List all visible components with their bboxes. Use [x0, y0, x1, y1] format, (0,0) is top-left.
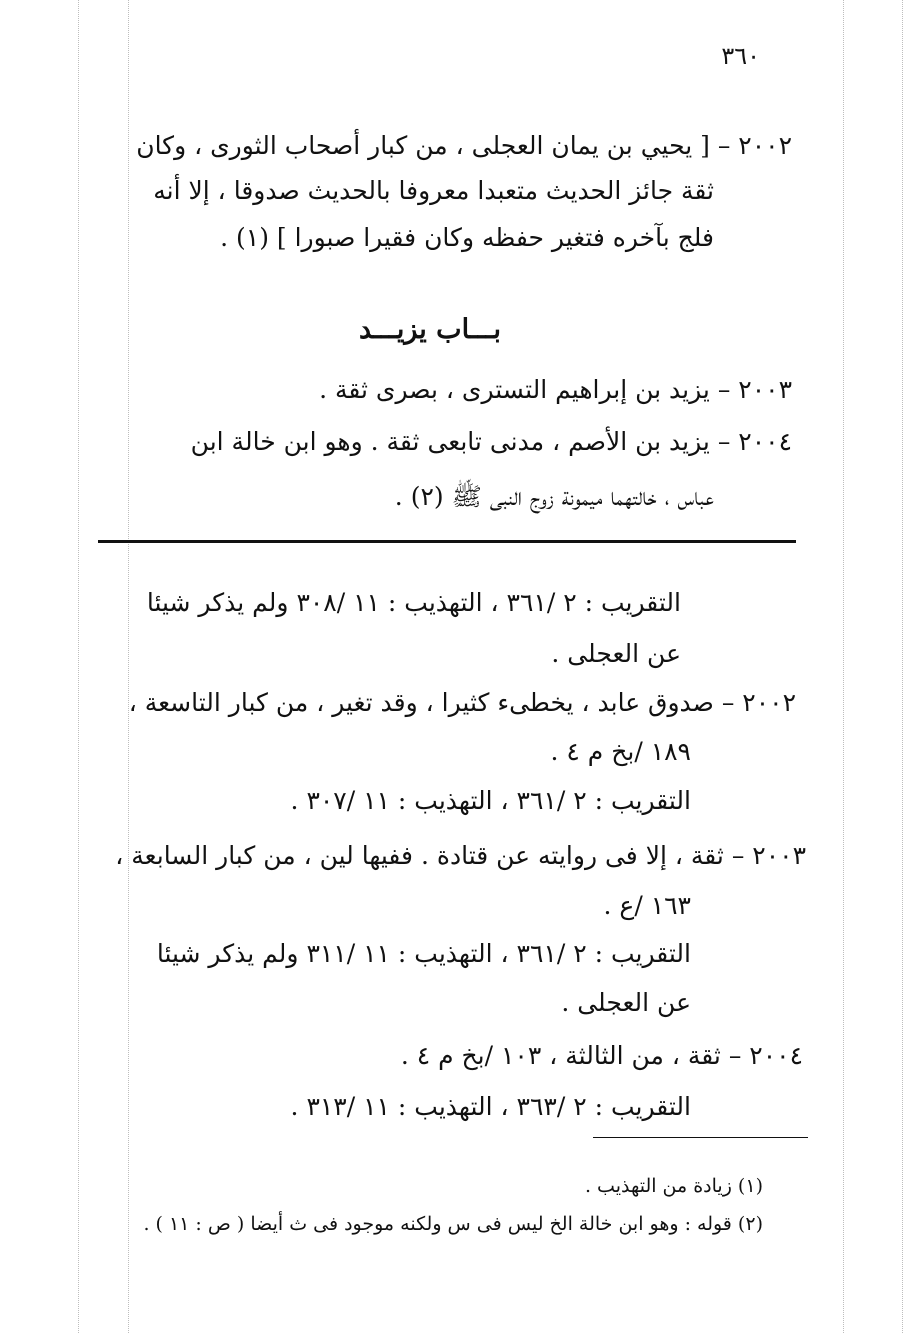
note-line: ١٨٩ /بخ م ٤ . — [550, 737, 691, 766]
entry-line: ٢٠٠٤ – يزيد بن الأصم ، مدنى تابعى ثقة . وهو ابن خالة ابن — [190, 427, 792, 456]
section-heading: بـــاب يزيـــد — [358, 314, 502, 345]
note-line: عن العجلى . — [551, 639, 681, 668]
entry-line: ٢٠٠٣ – يزيد بن إبراهيم التسترى ، بصرى ثقة . — [319, 375, 792, 404]
footnote-separator — [593, 1137, 808, 1138]
scan-guide-left-inner — [128, 0, 129, 1333]
scan-guide-left — [78, 0, 79, 1333]
scan-guide-right-inner — [843, 0, 844, 1333]
note-line: ٢٠٠٤ – ثقة ، من الثالثة ، ١٠٣ /بخ م ٤ . — [400, 1041, 803, 1070]
footnote: (٢) قوله : وهو ابن خالة الخ ليس فى س ولكنه موجود فى ث أيضا ( ص : ١١ ) . — [143, 1213, 763, 1235]
note-line: ١٦٣ /ع . — [603, 891, 691, 920]
note-line: التقريب : ٢ /٣٦١ ، التهذيب : ١١ /٣٠٨ ولم يذكر شيئا — [146, 588, 681, 617]
page-number: ٣٦٠ — [721, 42, 760, 70]
entry-line: عباس ، خالتهما ميمونة زوج النبى ﷺ (٢) . — [394, 482, 714, 511]
entry-line: ٢٠٠٢ – [ يحيي بن يمان العجلى ، من كبار أصحاب الثورى ، وكان — [136, 131, 792, 160]
entry-line: فلج بآخره فتغير حفظه وكان فقيرا صبورا ] (١) . — [220, 223, 714, 252]
main-separator — [98, 540, 796, 543]
note-line: التقريب : ٢ /٣٦٣ ، التهذيب : ١١ /٣١٣ . — [290, 1092, 691, 1121]
entry-line: ثقة جائز الحديث متعبدا معروفا بالحديث صدوقا ، إلا أنه — [153, 176, 714, 205]
scan-guide-right — [902, 0, 903, 1333]
footnote: (١) زيادة من التهذيب . — [584, 1175, 763, 1197]
note-line: ٢٠٠٣ – ثقة ، إلا فى روايته عن قتادة . ففيها لين ، من كبار السابعة ، — [115, 841, 806, 870]
note-line: ٢٠٠٢ – صدوق عابد ، يخطىء كثيرا ، وقد تغير ، من كبار التاسعة ، — [128, 688, 796, 717]
note-line: التقريب : ٢ /٣٦١ ، التهذيب : ١١ /٣١١ ولم يذكر شيئا — [156, 939, 691, 968]
note-line: عن العجلى . — [561, 988, 691, 1017]
note-line: التقريب : ٢ /٣٦١ ، التهذيب : ١١ /٣٠٧ . — [290, 786, 691, 815]
